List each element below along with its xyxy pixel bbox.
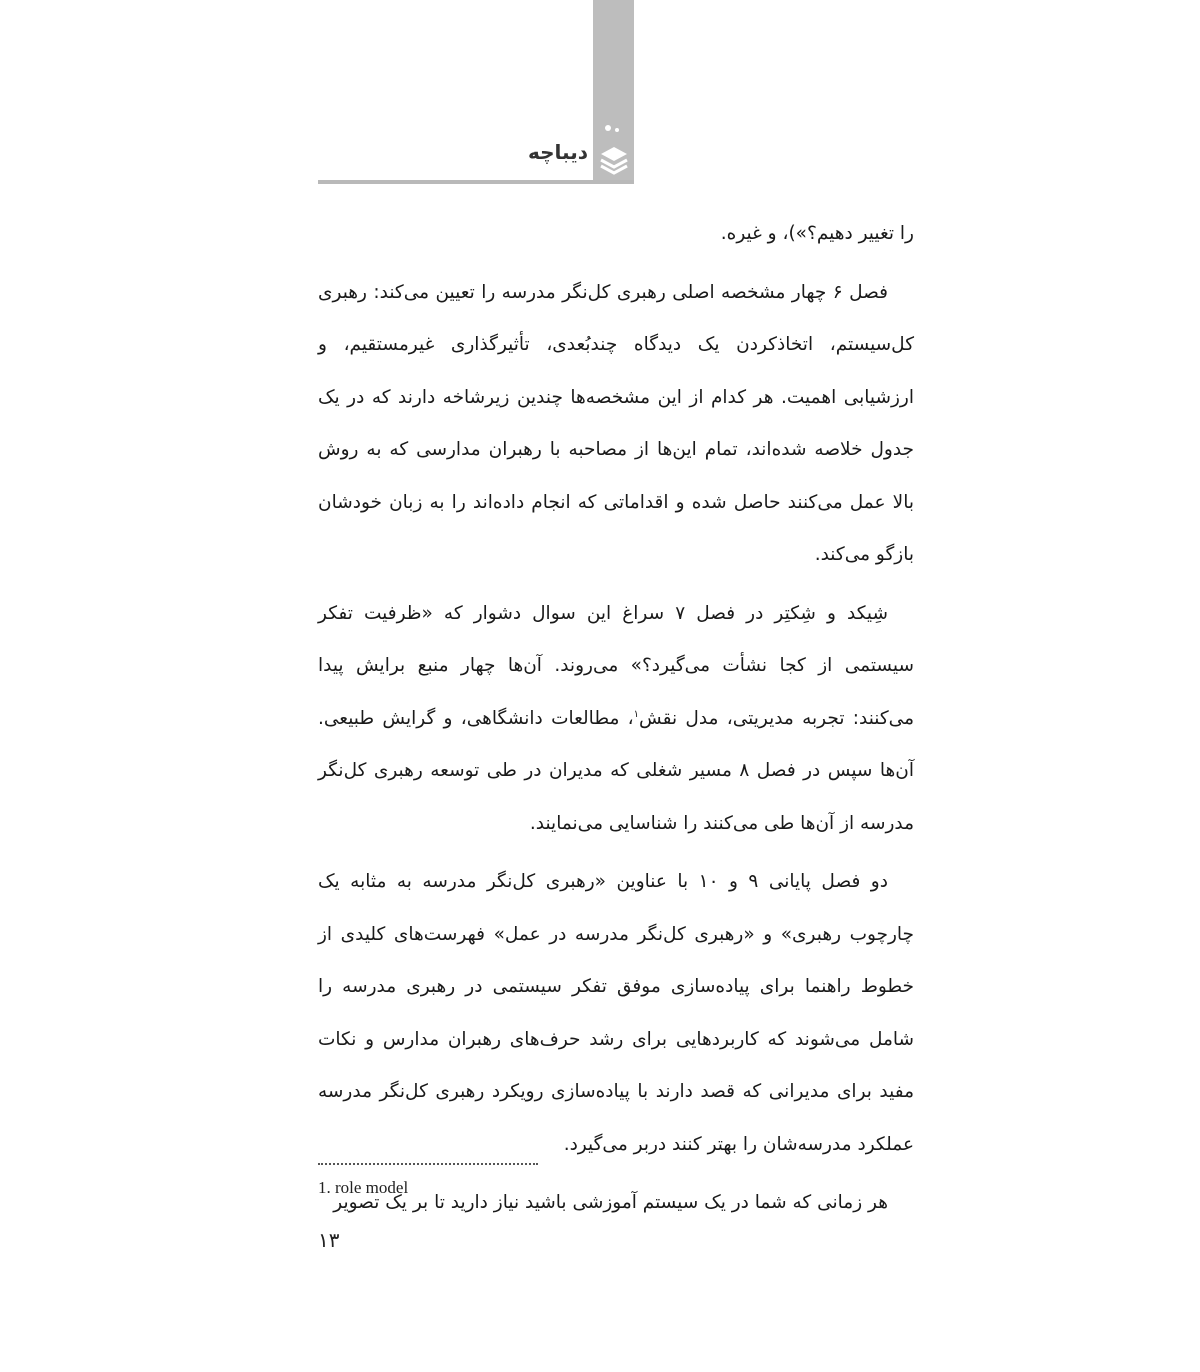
dot-icon	[605, 125, 611, 131]
paragraph-text: ، مطالعات دانشگاهی، و گرایش طبیعی. آن‌ها سپس در فصل ۸ مسیر شغلی که مدیران در طی توسعه رهبری کل‌نگر مدرسه از آن‌ها طی می‌کنند را شناسایی می‌نمایند.	[318, 707, 914, 834]
paragraph: فصل ۶ چهار مشخصه اصلی رهبری کل‌نگر مدرسه را تعیین می‌کند: رهبری کل‌سیستم، اتخاذکردن یک دیدگاه چندبُعدی، تأثیرگذاری غیرمستقیم، و ارزشیابی اهمیت. هر کدام از این مشخصه‌ها چندین زیرشاخه دارند که در یک جدول خلاصه شده‌اند، تمام این‌ها از مصاحبه با رهبران مدارسی که به روش بالا عمل می‌کنند حاصل شده و اقداماتی که انجام داده‌اند را به زبان خودشان بازگو می‌کند.	[318, 281, 914, 565]
dot-icon	[615, 128, 619, 132]
paragraph-text: شِیکد و شِکتِر در فصل ۷ سراغ این سوال دشوار که «ظرفیت تفکر سیستمی از کجا نشأت می‌گیرد؟» می‌روند. آن‌ها چهار منبع برایش پیدا می‌کنند: تجربه مدیریتی، مدل نقش	[318, 602, 914, 729]
chapter-tab	[593, 0, 634, 184]
paragraph: دو فصل پایانی ۹ و ۱۰ با عناوین «رهبری کل‌نگر مدرسه به مثابه یک چارچوب رهبری» و «رهبری کل‌نگر مدرسه در عمل» فهرست‌های کلیدی از خطوط راهنما برای پیاده‌سازی موفق تفکر سیستمی در رهبری مدرسه را شامل می‌شوند که کاربردهایی برای رشد حرف‌های رهبران مدارس و نکات مفید برای مدیرانی که قصد دارند با پیاده‌سازی رویکرد رهبری کل‌نگر مدرسه عملکرد مدرسه‌شان را بهتر کنند دربر می‌گیرد.	[318, 871, 914, 1155]
body-text	[318, 208, 914, 1236]
paragraph: را تغییر دهیم؟»)، و غیره.	[720, 223, 914, 244]
paragraph	[318, 588, 914, 851]
chapter-title: دیباچه	[528, 140, 588, 164]
footnote-marker: ١	[633, 708, 640, 720]
footnote-divider	[318, 1163, 538, 1165]
page-number: ۱۳	[318, 1228, 340, 1252]
header-rule	[318, 180, 634, 184]
paragraph: هر زمانی که شما در یک سیستم آموزشی باشید نیاز دارید تا بر یک تصویر	[333, 1192, 888, 1213]
layers-icon	[599, 145, 629, 179]
footnote: 1. role model	[318, 1178, 409, 1197]
